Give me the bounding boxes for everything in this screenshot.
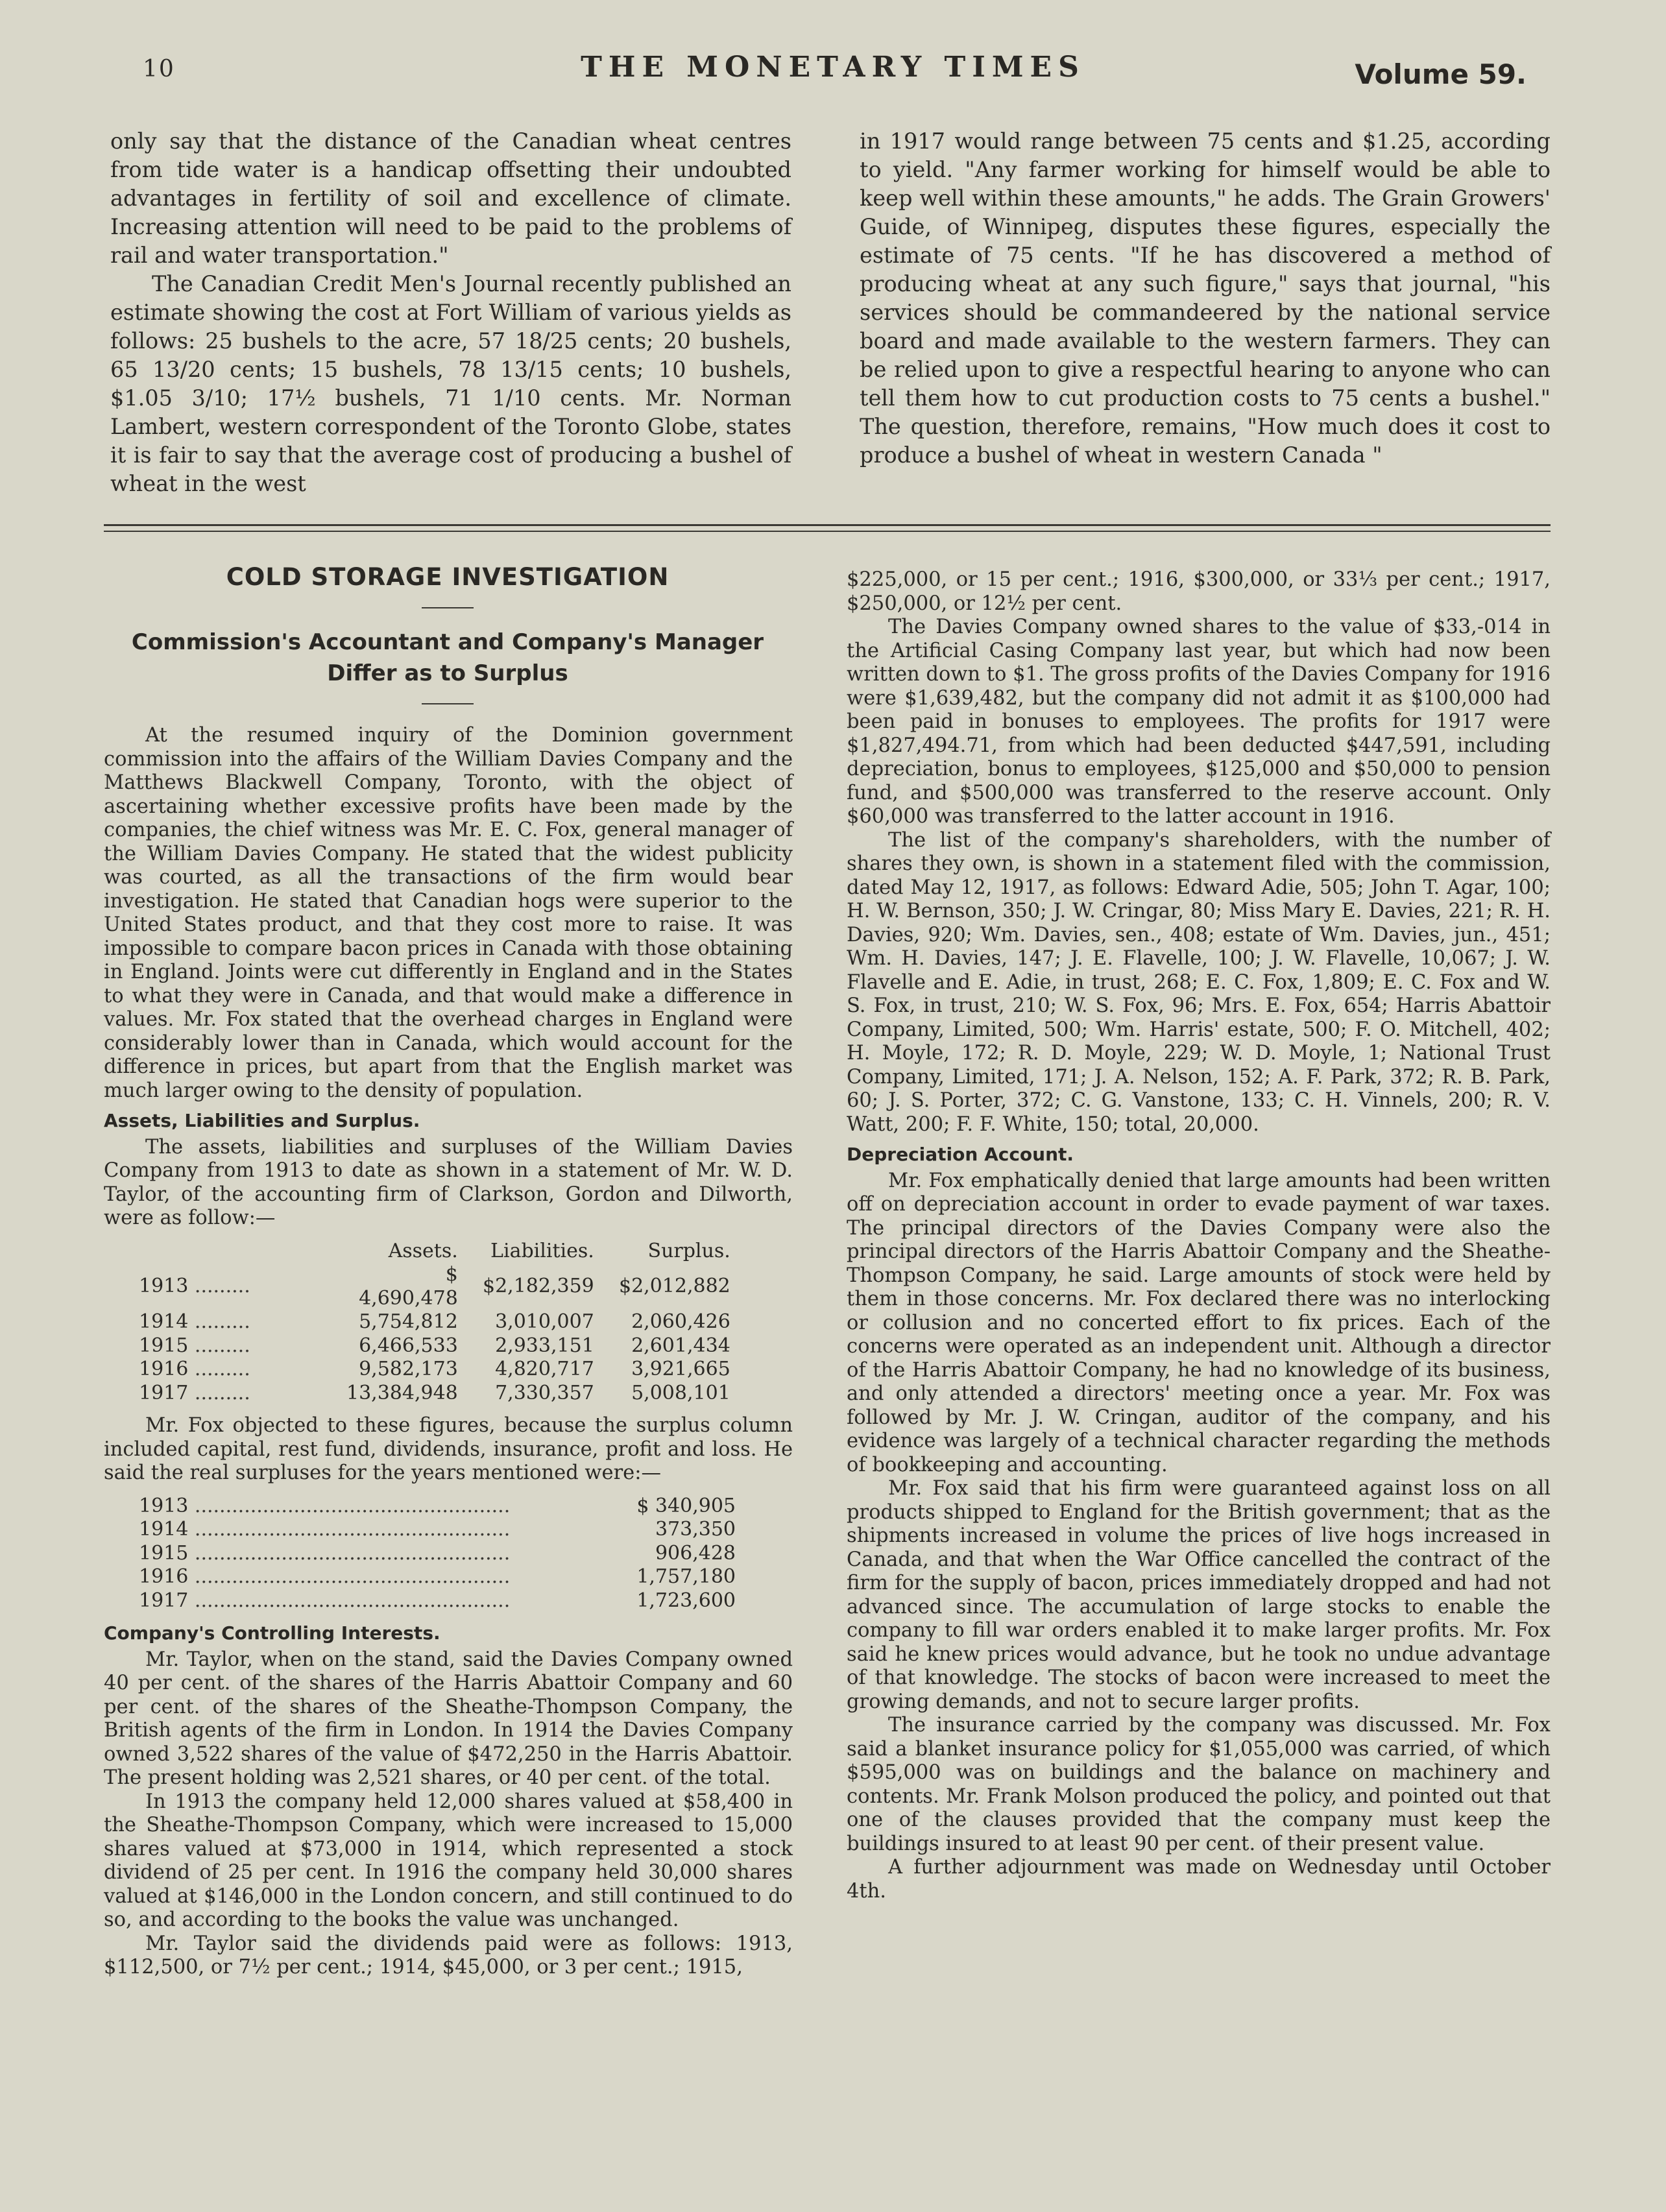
value-cell: 906,428 [655,1541,736,1565]
surplus-cell: 5,008,101 [631,1381,730,1404]
liabilities-cell: 7,330,357 [495,1381,594,1404]
article-right-column [847,568,1551,1903]
article-left-column [104,724,793,1980]
surplus-cell: 2,060,426 [631,1310,730,1333]
liabilities-cell: 4,820,717 [495,1358,594,1380]
volume-label: Volume 59. [1355,58,1527,90]
value-cell: 1,757,180 [636,1565,736,1588]
liabilities-cell: 2,933,151 [495,1334,594,1357]
liabilities-cell: $2,182,359 [483,1275,594,1298]
column-header: Surplus. [647,1239,730,1262]
year-cell: 1913 [139,1275,189,1298]
paragraph: only say that the distance of the Canadian wheat centres from tide water is a handicap offsetting their undoubted advantages in fertility of soil and excellence of climate. Increasing attention will need to be paid to the problems of rail and water transportation." [110,128,791,268]
surplus-cell: 2,601,434 [631,1334,730,1357]
masthead-title: THE MONETARY TIMES [581,51,1085,84]
table-row: 1917 ................................................... 1,723,600 [139,1589,736,1612]
value-cell: $ 340,905 [636,1494,736,1517]
paragraph: Mr. Fox objected to these figures, because the surplus column included capital, rest fund, dividends, insurance, profit and loss. He said the real surpluses for the years mentioned were:— [104,1414,793,1484]
paragraph: $225,000, or 15 per cent.; 1916, $300,000, or 33⅓ per cent.; 1917, $250,000, or 12½ per cent. [847,568,1551,615]
paragraph: A further adjournment was made on Wednesday until October 4th. [847,1856,1551,1903]
headline-rule [422,607,474,608]
assets-cell: $ 4,690,478 [359,1263,458,1310]
table-row: 1917 ......... 13,384,948 7,330,357 5,008,101 [139,1381,730,1404]
surplus-table [139,1495,736,1613]
paragraph: In 1913 the company held 12,000 shares valued at $58,400 in the Sheathe-Thompson Company, which were increased to 15,000 shares valued at $73,000 in 1914, which represented a stock dividend of 25 per cent. In 1916 the company held 30,000 shares valued at $146,000 in the London concern, and still continued to do so, and according to the books the value was unchanged. [104,1790,793,1931]
value-cell: 373,350 [655,1518,736,1541]
surplus-cell: 3,921,665 [631,1358,730,1380]
paragraph: Mr. Fox said that his firm were guaranteed against loss on all products shipped to England for the British government; that as the shipments increased in volume the prices of live hogs increased in Canada, and that when the War Office cancelled the contract of the firm for the supply of bacon, prices immediately dropped and had not advanced since. The accumulation of large stocks to enable the company to fill war orders enabled it to make larger profits. Mr. Fox said he knew prices would advance, but he took no undue advantage of that knowledge. The stocks of bacon were increased to meet the growing demands, and not to secure larger profits. [847,1477,1551,1713]
paragraph: The assets, liabilities and surpluses of the William Davies Company from 1913 to date as shown in a statement of Mr. W. D. Taylor, of the accounting firm of Clarkson, Gordon and Dilworth, were as follow:— [104,1135,793,1229]
paragraph: At the resumed inquiry of the Dominion government commission into the affairs of the William Davies Company and the Matthews Blackwell Company, Toronto, with the object of ascertaining whether excessive profits have been made by the companies, the chief witness was Mr. E. C. Fox, general manager of the William Davies Company. He stated that the widest publicity was courted, as all the transactions of the firm would bear investigation. He stated that Canadian hogs were superior to the United States product, and that they cost more to raise. It was impossible to compare bacon prices in Canada with those obtaining in England. Joints were cut differently in England and in the States to what they were in Canada, and that would make a difference in values. Mr. Fox stated that the overhead charges in England were considerably lower than in Canada, which would account for the difference in prices, but apart from that the English market was much larger owing to the density of population. [104,724,793,1102]
top-left-column [110,127,791,498]
table-row: 1913 ......... $ 4,690,478 $2,182,359 $2,012,882 [139,1263,730,1310]
top-right-column [860,127,1551,470]
table-row: 1913 ................................................... $ 340,905 [139,1494,736,1517]
year-cell: 1916 [139,1358,189,1380]
article-headline: COLD STORAGE INVESTIGATION [226,563,670,591]
page-number: 10 [143,56,175,82]
paragraph: Mr. Fox emphatically denied that large amounts had been written off on depreciation account in order to evade payment of war taxes. The principal directors of the Davies Company were also the principal directors of the Harris Abattoir Company and the Sheathe-Thompson Company, he said. Large amounts of stock were held by them in those concerns. Mr. Fox declared there was no interlocking or collusion and no concerted effort to fix prices. Each of the concerns were operated as an independent unit. Although a director of the Harris Abattoir Company, he had no knowledge of its business, and only attended a directors' meeting once a year. Mr. Fox was followed by Mr. J. W. Cringan, auditor of the company, and his evidence was largely of a technical character regarding the methods of bookkeeping and accounting. [847,1169,1551,1476]
section-heading: Company's Controlling Interests. [104,1622,441,1644]
table-row: 1915 ......... 6,466,533 2,933,151 2,601,434 [139,1334,730,1357]
section-heading: Depreciation Account. [847,1144,1074,1165]
table-header-row [139,1240,730,1264]
section-heading: Assets, Liabilities and Surplus. [104,1110,420,1131]
table-row: 1914 ................................................... 373,350 [139,1518,736,1541]
year-cell: 1913 [139,1494,189,1517]
table-row: 1915 ................................................... 906,428 [139,1541,736,1565]
column-header: Liabilities. [490,1239,594,1262]
table-row: 1916 ......... 9,582,173 4,820,717 3,921,665 [139,1358,730,1380]
year-cell: 1914 [139,1518,189,1541]
paragraph: in 1917 would range between 75 cents and $1.25, according to yield. "Any farmer working for himself would be able to keep well within these amounts," he adds. The Grain Growers' Guide, of Winnipeg, disputes these figures, especially the estimate of 75 cents. "If he has discovered a method of producing wheat at any such figure," says that journal, "his services should be commandeered by the national service board and made available to the western farmers. They can be relied upon to give a respectful hearing to anyone who can tell them how to cut production costs to 75 cents a bushel." The question, therefore, remains, "How much does it cost to produce a bushel of wheat in western Canada " [860,128,1551,468]
table-row: 1914 ......... 5,754,812 3,010,007 2,060,426 [139,1310,730,1333]
assets-table [139,1240,730,1406]
paragraph: The list of the company's shareholders, with the number of shares they own, is shown in a statement filed with the commission, dated May 12, 1917, as follows: Edward Adie, 505; John T. Agar, 100; H. W. Bernson, 350; J. W. Cringar, 80; Miss Mary E. Davies, 221; R. H. Davies, 920; Wm. Davies, sen., 408; estate of Wm. Davies, jun., 451; Wm. H. Davies, 147; J. E. Flavelle, 100; J. W. Flavelle, 10,067; J. W. Flavelle and E. Adie, in trust, 268; E. C. Fox, 1,809; E. C. Fox and W. S. Fox, in trust, 210; W. S. Fox, 96; Mrs. E. Fox, 654; Harris Abattoir Company, Limited, 500; Wm. Harris' estate, 500; F. O. Mitchell, 402; H. Moyle, 172; R. D. Moyle, 229; W. D. Moyle, 1; National Trust Company, Limited, 171; J. A. Nelson, 152; A. F. Park, 372; R. B. Park, 60; J. S. Porter, 372; C. G. Vanstone, 133; C. H. Vinnels, 200; R. V. Watt, 200; F. F. White, 150; total, 20,000. [847,828,1551,1136]
year-cell: 1915 [139,1541,189,1565]
year-cell: 1917 [139,1589,189,1612]
assets-cell: 6,466,533 [359,1334,458,1357]
subhead-rule [422,703,474,704]
page-header [0,47,1666,99]
year-cell: 1915 [139,1334,189,1357]
paragraph: The Davies Company owned shares to the value of $33,-014 in the Artificial Casing Company last year, but which had now been written down to $1. The gross profits of the Davies Company for 1916 were $1,639,482, but the company did not admit it as $100,000 had been paid in bonuses to employees. The profits for 1917 were $1,827,494.71, from which had been deducted $447,591, including depreciation, bonus to employees, $125,000 and $50,000 to pension fund, and $500,000 was transferred to the reserve account. Only $60,000 was transferred to the latter account in 1916. [847,616,1551,828]
table-row: 1916 ................................................... 1,757,180 [139,1565,736,1588]
assets-cell: 13,384,948 [346,1381,458,1404]
assets-cell: 9,582,173 [359,1358,458,1380]
paragraph: Mr. Taylor said the dividends paid were as follows: 1913, $112,500, or 7½ per cent.; 1914, $45,000, or 3 per cent.; 1915, [104,1932,793,1978]
article-subhead: Commission's Accountant and Company's Manager Differ as to Surplus [131,629,764,686]
year-cell: 1914 [139,1310,189,1333]
paragraph: Mr. Taylor, when on the stand, said the Davies Company owned 40 per cent. of the shares of the Harris Abattoir Company and 60 per cent. of the shares of the Sheathe-Thompson Company, the British agents of the firm in London. In 1914 the Davies Company owned 3,522 shares of the value of $472,250 in the Harris Abattoir. The present holding was 2,521 shares, or 40 per cent. of the total. [104,1648,793,1789]
column-header: Assets. [388,1239,458,1262]
section-divider [104,531,1551,532]
surplus-cell: $2,012,882 [619,1275,730,1298]
year-cell: 1917 [139,1381,189,1404]
assets-cell: 5,754,812 [359,1310,458,1333]
liabilities-cell: 3,010,007 [495,1310,594,1333]
year-cell: 1916 [139,1565,189,1588]
value-cell: 1,723,600 [636,1589,736,1612]
paragraph: The Canadian Credit Men's Journal recently published an estimate showing the cost at Fort William of various yields as follows: 25 bushels to the acre, 57 18/25 cents; 20 bushels, 65 13/20 cents; 15 bushels, 78 13/15 cents; 10 bushels, $1.05 3/10; 17½ bushels, 71 1/10 cents. Mr. Norman Lambert, western correspondent of the Toronto Globe, states it is fair to say that the average cost of producing a bushel of wheat in the west [110,271,791,496]
paragraph: The insurance carried by the company was discussed. Mr. Fox said a blanket insurance policy for $1,055,000 was carried, of which $595,000 was on buildings and the balance on machinery and contents. Mr. Frank Molson produced the policy, and pointed out that one of the clauses provided that the company must keep the buildings insured to at least 90 per cent. of their present value. [847,1714,1551,1855]
section-divider [104,524,1551,526]
